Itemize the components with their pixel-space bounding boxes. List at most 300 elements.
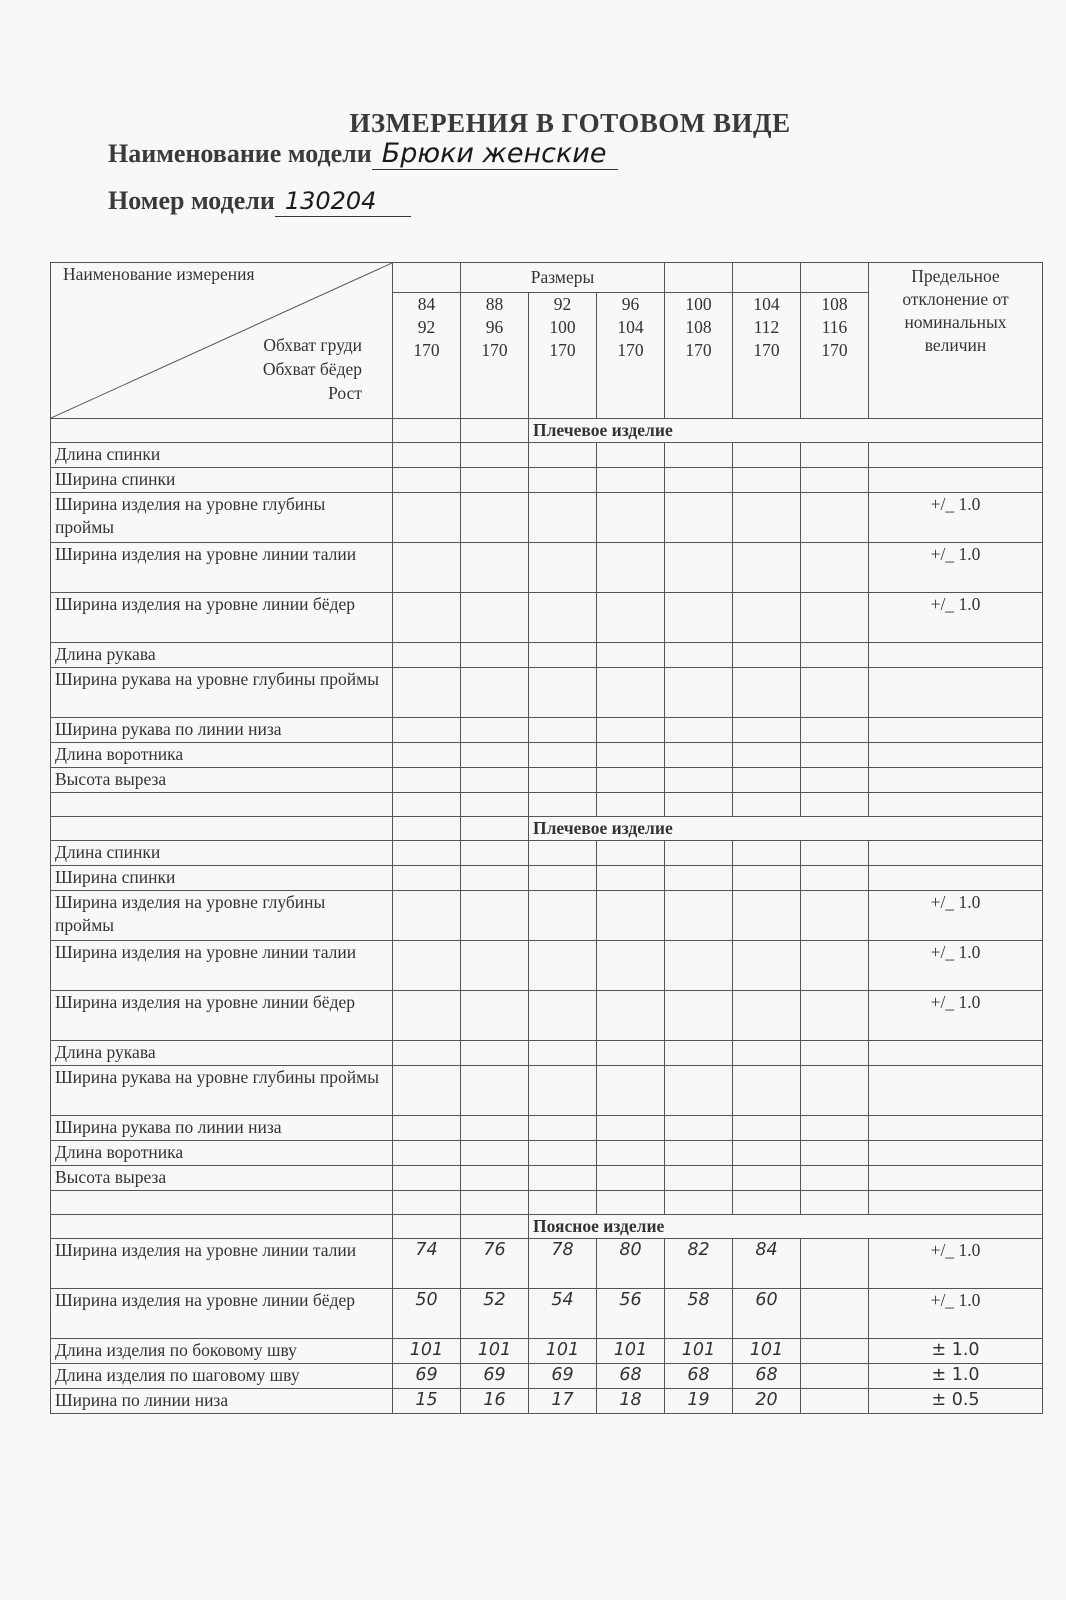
tolerance-cell — [869, 1141, 1043, 1166]
value-cell — [733, 1116, 801, 1141]
value-cell — [529, 743, 597, 768]
section-row-shoulder-1 — [51, 419, 1043, 443]
value-cell — [597, 841, 665, 866]
measure-label: Ширина изделия на уровне линии бёдер — [51, 1289, 393, 1339]
blank-cell — [461, 793, 529, 817]
size-column-header — [393, 293, 461, 419]
value-cell — [801, 841, 869, 866]
value-cell — [665, 1066, 733, 1116]
tolerance-cell — [869, 768, 1043, 793]
measure-label: Ширина спинки — [51, 468, 393, 493]
tolerance-cell: ± 1.0 — [869, 1364, 1043, 1389]
measure-label: Длина воротника — [51, 743, 393, 768]
value-cell — [461, 443, 529, 468]
measure-label: Ширина рукава на уровне глубины проймы — [51, 1066, 393, 1116]
value-cell — [733, 1066, 801, 1116]
table-row — [51, 1339, 1043, 1364]
table-row — [51, 743, 1043, 768]
value-cell — [393, 543, 461, 593]
tolerance-cell: +/_ 1.0 — [869, 941, 1043, 991]
blank-cell — [529, 1191, 597, 1215]
size-value-hips: 92 — [417, 317, 436, 337]
table-row — [51, 443, 1043, 468]
table-row — [51, 493, 1043, 543]
table-row — [51, 718, 1043, 743]
table-row — [51, 1066, 1043, 1116]
value-cell — [597, 543, 665, 593]
measurement-value: 58 — [665, 1289, 733, 1339]
value-cell — [529, 1166, 597, 1191]
measure-label: Длина изделия по шаговому шву — [51, 1364, 393, 1389]
value-cell — [597, 593, 665, 643]
value-cell — [393, 768, 461, 793]
value-cell — [529, 593, 597, 643]
model-number-value: 130204 — [275, 188, 411, 217]
value-cell — [665, 468, 733, 493]
value-cell — [461, 1166, 529, 1191]
value-cell — [801, 468, 869, 493]
value-cell — [733, 643, 801, 668]
measurements-table — [50, 262, 1043, 1414]
value-cell — [597, 991, 665, 1041]
value-cell — [597, 941, 665, 991]
measure-label: Ширина изделия на уровне линии талии — [51, 941, 393, 991]
measurement-value: 60 — [733, 1289, 801, 1339]
value-cell — [801, 768, 869, 793]
value-cell — [393, 643, 461, 668]
tolerance-cell: +/_ 1.0 — [869, 991, 1043, 1041]
value-cell — [461, 991, 529, 1041]
measurement-value: 50 — [393, 1289, 461, 1339]
section-blank — [461, 419, 529, 443]
size-col-blank — [665, 263, 733, 293]
value-cell — [393, 866, 461, 891]
value-cell — [733, 1166, 801, 1191]
blank-cell — [733, 1191, 801, 1215]
value-cell — [461, 841, 529, 866]
blank-row — [51, 1191, 1043, 1215]
value-cell — [529, 768, 597, 793]
blank-cell — [51, 793, 393, 817]
size-value-height: 170 — [617, 340, 644, 360]
value-cell — [733, 543, 801, 593]
value-cell — [461, 1066, 529, 1116]
value-cell — [733, 743, 801, 768]
measure-label: Ширина изделия на уровне глубины проймы — [51, 891, 393, 941]
value-cell — [665, 543, 733, 593]
value-cell — [461, 643, 529, 668]
value-cell — [801, 1364, 869, 1389]
measure-label: Длина рукава — [51, 1041, 393, 1066]
value-cell — [461, 866, 529, 891]
model-name-value: Брюки женские — [372, 138, 618, 170]
value-cell — [529, 1066, 597, 1116]
value-cell — [665, 668, 733, 718]
blank-cell — [801, 1191, 869, 1215]
tolerance-cell — [869, 1116, 1043, 1141]
value-cell — [665, 718, 733, 743]
value-cell — [597, 1141, 665, 1166]
size-value-hips: 108 — [685, 317, 712, 337]
value-cell — [529, 643, 597, 668]
value-cell — [665, 1041, 733, 1066]
section-blank — [393, 419, 461, 443]
value-cell — [801, 1141, 869, 1166]
size-column-header — [461, 293, 529, 419]
section-blank — [51, 1215, 393, 1239]
size-value-chest: 108 — [821, 294, 848, 314]
measurement-value: 17 — [529, 1389, 597, 1414]
table-row — [51, 1389, 1043, 1414]
value-cell — [461, 1116, 529, 1141]
sizes-header: Размеры — [461, 263, 665, 293]
value-cell — [801, 1066, 869, 1116]
measurement-value: 69 — [393, 1364, 461, 1389]
value-cell — [597, 1166, 665, 1191]
value-cell — [393, 891, 461, 941]
tolerance-cell — [869, 468, 1043, 493]
value-cell — [529, 1116, 597, 1141]
table-row — [51, 841, 1043, 866]
value-cell — [529, 941, 597, 991]
table-row — [51, 1239, 1043, 1289]
measurement-value: 20 — [733, 1389, 801, 1414]
measurement-value: 19 — [665, 1389, 733, 1414]
row-labels — [263, 333, 362, 405]
value-cell — [733, 941, 801, 991]
table-row — [51, 768, 1043, 793]
value-cell — [393, 668, 461, 718]
value-cell — [597, 443, 665, 468]
section-blank — [393, 817, 461, 841]
section-blank — [51, 419, 393, 443]
value-cell — [597, 718, 665, 743]
tolerance-cell: +/_ 1.0 — [869, 891, 1043, 941]
model-name-label: Наименование модели — [108, 139, 372, 168]
value-cell — [801, 1339, 869, 1364]
value-cell — [801, 593, 869, 643]
value-cell — [733, 1141, 801, 1166]
measurement-value: 101 — [393, 1339, 461, 1364]
value-cell — [529, 543, 597, 593]
section-row-shoulder-2 — [51, 817, 1043, 841]
measurement-value: 68 — [665, 1364, 733, 1389]
value-cell — [393, 493, 461, 543]
value-cell — [733, 841, 801, 866]
tolerance-cell: +/_ 1.0 — [869, 1289, 1043, 1339]
value-cell — [733, 593, 801, 643]
tolerance-cell — [869, 718, 1043, 743]
measurement-value: 16 — [461, 1389, 529, 1414]
blank-cell — [869, 1191, 1043, 1215]
measurement-value: 101 — [461, 1339, 529, 1364]
value-cell — [529, 468, 597, 493]
measurement-value: 80 — [597, 1239, 665, 1289]
size-value-height: 170 — [821, 340, 848, 360]
value-cell — [529, 841, 597, 866]
value-cell — [665, 1141, 733, 1166]
value-cell — [393, 991, 461, 1041]
size-value-chest: 84 — [417, 294, 436, 314]
tolerance-cell — [869, 841, 1043, 866]
measure-label: Ширина изделия на уровне линии бёдер — [51, 991, 393, 1041]
size-value-hips: 112 — [753, 317, 780, 337]
measure-label: Длина рукава — [51, 643, 393, 668]
measurement-value: 69 — [529, 1364, 597, 1389]
table-row — [51, 891, 1043, 941]
value-cell — [801, 668, 869, 718]
measurement-value: 69 — [461, 1364, 529, 1389]
measurement-value: 56 — [597, 1289, 665, 1339]
value-cell — [665, 991, 733, 1041]
value-cell — [597, 668, 665, 718]
measure-label: Ширина рукава по линии низа — [51, 1116, 393, 1141]
tolerance-cell — [869, 443, 1043, 468]
size-value-height: 170 — [753, 340, 780, 360]
value-cell — [733, 1041, 801, 1066]
value-cell — [393, 1141, 461, 1166]
blank-cell — [461, 1191, 529, 1215]
value-cell — [461, 768, 529, 793]
value-cell — [597, 468, 665, 493]
size-col-blank — [801, 263, 869, 293]
value-cell — [665, 891, 733, 941]
measure-label: Длина спинки — [51, 841, 393, 866]
section-blank — [51, 817, 393, 841]
size-column-header — [733, 293, 801, 419]
table-row — [51, 1166, 1043, 1191]
value-cell — [393, 841, 461, 866]
value-cell — [529, 1041, 597, 1066]
tolerance-cell — [869, 1166, 1043, 1191]
value-cell — [665, 593, 733, 643]
value-cell — [597, 1066, 665, 1116]
value-cell — [529, 443, 597, 468]
value-cell — [801, 1389, 869, 1414]
blank-cell — [597, 793, 665, 817]
value-cell — [801, 1166, 869, 1191]
size-column-header — [665, 293, 733, 419]
value-cell — [597, 768, 665, 793]
table-row — [51, 1141, 1043, 1166]
value-cell — [393, 941, 461, 991]
tolerance-cell — [869, 643, 1043, 668]
value-cell — [597, 1116, 665, 1141]
value-cell — [801, 891, 869, 941]
table-row — [51, 593, 1043, 643]
tolerance-cell — [869, 668, 1043, 718]
value-cell — [393, 718, 461, 743]
section-title: Плечевое изделие — [529, 419, 1043, 443]
value-cell — [597, 1041, 665, 1066]
value-cell — [597, 866, 665, 891]
table-row — [51, 941, 1043, 991]
model-number-line — [108, 186, 411, 217]
value-cell — [665, 743, 733, 768]
measurement-value: 15 — [393, 1389, 461, 1414]
value-cell — [733, 493, 801, 543]
value-cell — [393, 1116, 461, 1141]
table-row — [51, 643, 1043, 668]
value-cell — [801, 443, 869, 468]
tolerance-cell — [869, 866, 1043, 891]
blank-cell — [869, 793, 1043, 817]
tolerance-cell: ± 0.5 — [869, 1389, 1043, 1414]
value-cell — [801, 1289, 869, 1339]
blank-cell — [393, 793, 461, 817]
measure-label: Длина изделия по боковому шву — [51, 1339, 393, 1364]
table-row — [51, 1364, 1043, 1389]
measure-label: Ширина изделия на уровне линии талии — [51, 1239, 393, 1289]
blank-cell — [801, 793, 869, 817]
row-label: Обхват груди — [263, 335, 362, 355]
model-name-line — [108, 138, 618, 170]
measure-name-header: Наименование измерения — [63, 264, 255, 284]
value-cell — [461, 593, 529, 643]
table-row — [51, 668, 1043, 718]
size-column-header — [801, 293, 869, 419]
value-cell — [801, 1116, 869, 1141]
table-row — [51, 468, 1043, 493]
value-cell — [665, 866, 733, 891]
measure-label: Ширина изделия на уровне линии бёдер — [51, 593, 393, 643]
measurement-value: 101 — [597, 1339, 665, 1364]
value-cell — [801, 991, 869, 1041]
measure-label: Ширина по линии низа — [51, 1389, 393, 1414]
value-cell — [529, 493, 597, 543]
value-cell — [461, 1141, 529, 1166]
model-number-label: Номер модели — [108, 186, 275, 215]
size-column-header — [597, 293, 665, 419]
tolerance-cell: +/_ 1.0 — [869, 1239, 1043, 1289]
value-cell — [461, 493, 529, 543]
value-cell — [393, 1166, 461, 1191]
tolerance-cell — [869, 1041, 1043, 1066]
size-value-chest: 100 — [685, 294, 712, 314]
section-blank — [461, 817, 529, 841]
value-cell — [529, 891, 597, 941]
tolerance-cell — [869, 1066, 1043, 1116]
size-value-height: 170 — [413, 340, 440, 360]
size-value-chest: 104 — [753, 294, 780, 314]
blank-cell — [597, 1191, 665, 1215]
header-row-1 — [51, 263, 1043, 293]
table-row — [51, 1116, 1043, 1141]
value-cell — [461, 718, 529, 743]
measure-label: Длина воротника — [51, 1141, 393, 1166]
value-cell — [597, 493, 665, 543]
size-value-chest: 92 — [553, 294, 572, 314]
value-cell — [733, 891, 801, 941]
value-cell — [733, 443, 801, 468]
measurement-value: 101 — [733, 1339, 801, 1364]
measure-label: Ширина рукава по линии низа — [51, 718, 393, 743]
value-cell — [801, 941, 869, 991]
value-cell — [529, 1141, 597, 1166]
value-cell — [597, 643, 665, 668]
value-cell — [665, 643, 733, 668]
measurement-value: 54 — [529, 1289, 597, 1339]
measure-label: Высота выреза — [51, 768, 393, 793]
blank-row — [51, 793, 1043, 817]
value-cell — [597, 891, 665, 941]
size-col-blank — [733, 263, 801, 293]
size-value-chest: 88 — [485, 294, 504, 314]
measurement-value: 84 — [733, 1239, 801, 1289]
value-cell — [393, 593, 461, 643]
value-cell — [393, 1066, 461, 1116]
value-cell — [461, 891, 529, 941]
value-cell — [665, 841, 733, 866]
measurement-value: 101 — [529, 1339, 597, 1364]
value-cell — [461, 941, 529, 991]
measurement-value: 82 — [665, 1239, 733, 1289]
size-value-hips: 96 — [485, 317, 504, 337]
size-value-chest: 96 — [621, 294, 640, 314]
tolerance-header: Предельное отклонение от номинальных величин — [869, 263, 1043, 419]
value-cell — [733, 718, 801, 743]
size-value-hips: 116 — [821, 317, 848, 337]
value-cell — [733, 768, 801, 793]
tolerance-cell: ± 1.0 — [869, 1339, 1043, 1364]
value-cell — [461, 468, 529, 493]
size-value-height: 170 — [549, 340, 576, 360]
row-label: Обхват бёдер — [262, 359, 362, 379]
value-cell — [801, 718, 869, 743]
table-row — [51, 543, 1043, 593]
value-cell — [393, 743, 461, 768]
table-row — [51, 991, 1043, 1041]
measurement-value: 78 — [529, 1239, 597, 1289]
value-cell — [461, 743, 529, 768]
section-title: Плечевое изделие — [529, 817, 1043, 841]
size-value-height: 170 — [481, 340, 508, 360]
value-cell — [801, 643, 869, 668]
corner-header-cell — [51, 263, 393, 419]
size-value-hips: 100 — [549, 317, 576, 337]
measure-label: Высота выреза — [51, 1166, 393, 1191]
measurement-value: 68 — [733, 1364, 801, 1389]
value-cell — [665, 443, 733, 468]
measurement-value: 101 — [665, 1339, 733, 1364]
measurement-value: 68 — [597, 1364, 665, 1389]
value-cell — [393, 443, 461, 468]
blank-cell — [733, 793, 801, 817]
value-cell — [801, 866, 869, 891]
value-cell — [665, 941, 733, 991]
table-row — [51, 866, 1043, 891]
measurement-value: 18 — [597, 1389, 665, 1414]
value-cell — [529, 668, 597, 718]
value-cell — [393, 468, 461, 493]
value-cell — [665, 493, 733, 543]
table-row — [51, 1041, 1043, 1066]
value-cell — [733, 866, 801, 891]
value-cell — [461, 668, 529, 718]
measure-label: Ширина рукава на уровне глубины проймы — [51, 668, 393, 718]
tolerance-cell: +/_ 1.0 — [869, 543, 1043, 593]
section-blank — [461, 1215, 529, 1239]
tolerance-cell: +/_ 1.0 — [869, 493, 1043, 543]
value-cell — [529, 866, 597, 891]
measure-label: Ширина спинки — [51, 866, 393, 891]
blank-cell — [665, 1191, 733, 1215]
value-cell — [461, 543, 529, 593]
row-label: Рост — [328, 383, 362, 403]
blank-cell — [529, 793, 597, 817]
measure-label: Длина спинки — [51, 443, 393, 468]
table-row — [51, 1289, 1043, 1339]
